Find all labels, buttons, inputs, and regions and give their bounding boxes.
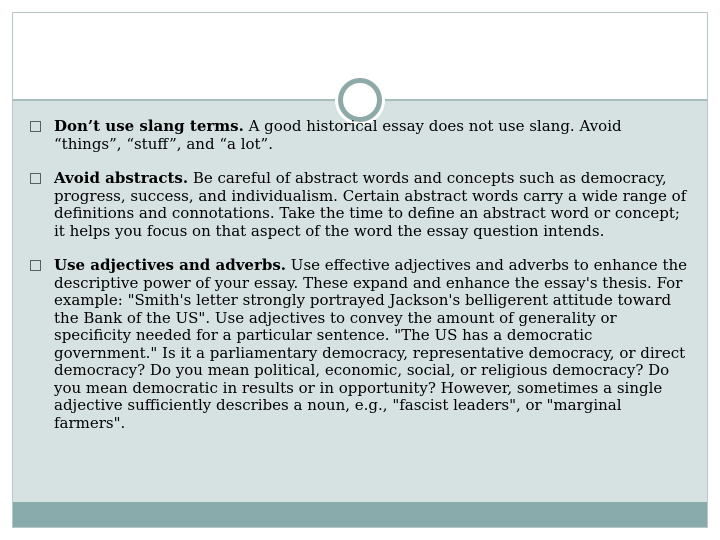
bullet-item-slang (30, 118, 690, 153)
bullet-item-abstracts (30, 170, 690, 240)
bullet-item-adjectives (30, 257, 690, 432)
bullet-heading: Use adjectives and adverbs. (54, 256, 287, 274)
circle-ring-icon (338, 78, 382, 122)
footer-band (13, 502, 707, 527)
square-bullet-icon (30, 121, 41, 132)
bullet-text: A good historical essay does not use slang. Avoid “things”, “stuff”, and “a lot”. (54, 117, 622, 153)
bullet-heading: Avoid abstracts. (54, 169, 189, 187)
bullet-text: Be careful of abstract words and concepts such as democracy, progress, success, and individualism. Certain abstract words carry a wide range of definitions and connotations. Take the time to define an abstract word or concept; it helps you focus on that aspect of the word the essay question intends. (54, 169, 687, 240)
square-bullet-icon (30, 173, 41, 184)
square-bullet-icon (30, 260, 41, 271)
bullet-text: Use effective adjectives and adverbs to enhance the descriptive power of your essay. These expand and enhance the essay's thesis. For example: "Smith's letter strongly portrayed Jackson's belligerent attitude toward the Bank of the US". Use adjectives to convey the amount of generality or specificity needed for a particular sentence. "The US has a democratic government." Is it a parliamentary democracy, representative democracy, or direct democracy? Do you mean political, economic, social, or religious democracy? Do you mean democratic in results or in opportunity? However, sometimes a single adjective sufficiently describes a noun, e.g., "fascist leaders", or "marginal farmers". (54, 256, 688, 432)
bullet-list (30, 118, 690, 449)
bullet-heading: Don’t use slang terms. (54, 117, 244, 135)
